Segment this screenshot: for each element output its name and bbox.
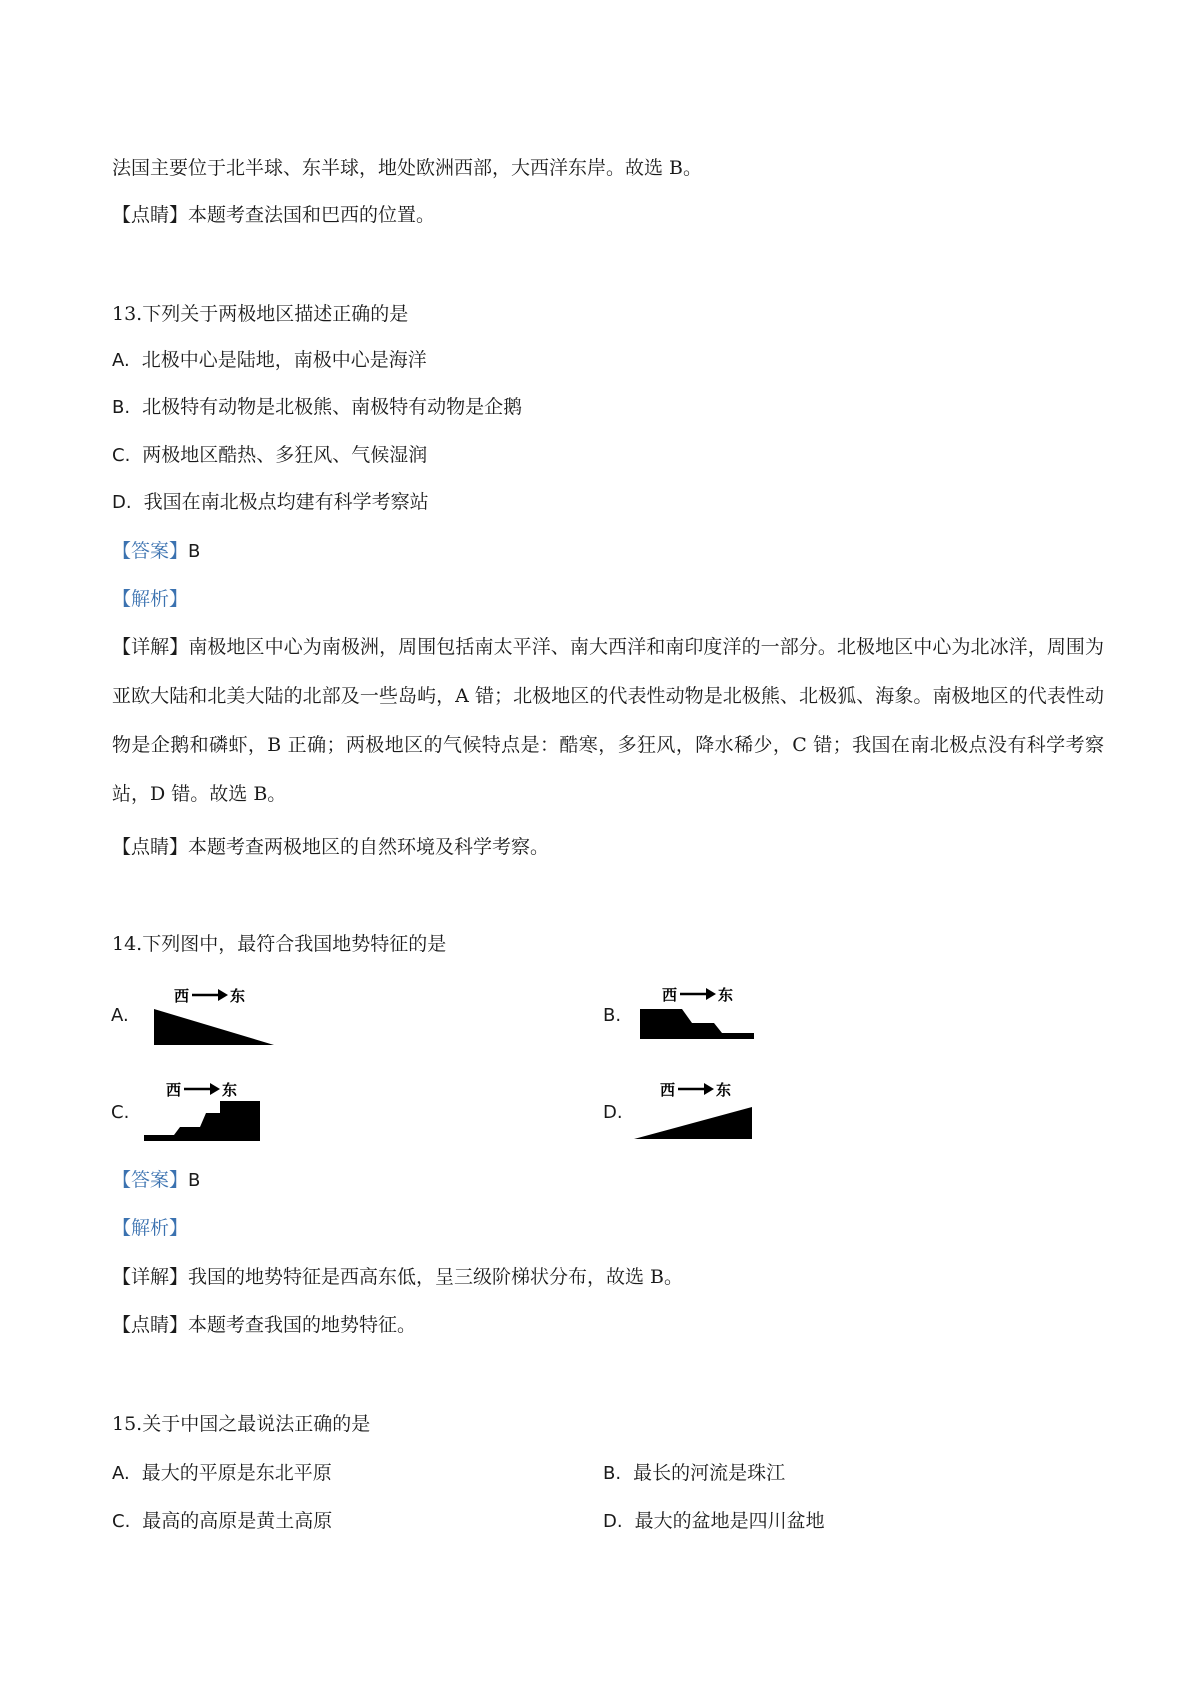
q14-question: 14.下列图中，最符合我国地势特征的是 <box>112 933 447 955</box>
q14-option-a-diagram[interactable] <box>150 983 280 1049</box>
q13-tip: 【点睛】本题考查两极地区的自然环境及科学考察。 <box>112 836 550 858</box>
q14-option-d-letter[interactable]: D. <box>603 1102 623 1123</box>
option-letter: C. <box>112 445 131 466</box>
option-letter: A. <box>112 1463 130 1484</box>
q13-option-b <box>112 393 522 422</box>
arrow-head <box>706 988 716 1000</box>
prev-tip: 【点睛】本题考查法国和巴西的位置。 <box>112 204 436 226</box>
q14-analysis-label: 【解析】 <box>112 1217 189 1239</box>
answer-label: 【答案】 <box>112 1169 189 1191</box>
terrain-profile <box>634 1107 752 1139</box>
west-label: 西 <box>166 1081 182 1099</box>
option-text: 最高的高原是黄土高原 <box>142 1510 333 1532</box>
q13-option-d <box>112 488 429 517</box>
q13-option-a <box>112 346 427 375</box>
terrain-profile <box>154 1009 274 1045</box>
option-text: 最长的河流是珠江 <box>633 1462 786 1484</box>
option-text: 两极地区酷热、多狂风、气候湿润 <box>142 444 428 466</box>
terrain-profile <box>640 1009 754 1039</box>
q13-answer <box>112 537 200 566</box>
option-letter: C. <box>112 1511 131 1532</box>
option-text: 北极特有动物是北极熊、南极特有动物是企鹅 <box>142 396 523 418</box>
option-text: 北极中心是陆地，南极中心是海洋 <box>141 349 427 371</box>
option-letter: D. <box>112 492 132 513</box>
west-label: 西 <box>174 987 190 1005</box>
q15-option-b <box>603 1459 785 1488</box>
q13-option-c <box>112 441 427 470</box>
q13-detail: 【详解】南极地区中心为南极洲，周围包括南太平洋、南大西洋和南印度洋的一部分。北极地区中心为北冰洋，周围为亚欧大陆和北美大陆的北部及一些岛屿，A 错；北极地区的代表性动物是北极熊、北极狐、海象。南极地区的代表性动物是企鹅和磷虾，B 正确；两极地区的气候特点是：酷寒，多狂风，降水稀少，C 错；我国在南北极点没有科学考察站，D 错。故选 B。 <box>112 636 1104 805</box>
east-label: 东 <box>230 987 246 1005</box>
prev-conclusion: 法国主要位于北半球、东半球，地处欧洲西部，大西洋东岸。故选 B。 <box>112 157 703 179</box>
q14-option-d-diagram[interactable] <box>630 1077 758 1143</box>
q13-analysis-label: 【解析】 <box>112 588 189 610</box>
q14-option-b-letter[interactable]: B. <box>603 1005 622 1026</box>
q14-answer <box>112 1166 200 1195</box>
east-label: 东 <box>718 986 734 1004</box>
option-letter: A. <box>112 350 130 371</box>
option-text: 最大的盆地是四川盆地 <box>634 1510 825 1532</box>
option-letter: D. <box>603 1511 623 1532</box>
q14-option-c-letter[interactable]: C. <box>111 1102 130 1123</box>
answer-value: B <box>188 541 201 562</box>
q15-option-a <box>112 1459 332 1488</box>
option-letter: B. <box>603 1463 622 1484</box>
q15-question: 15.关于中国之最说法正确的是 <box>112 1413 371 1435</box>
option-letter: B. <box>112 397 131 418</box>
arrow-head <box>218 989 228 1001</box>
option-text: 最大的平原是东北平原 <box>141 1462 332 1484</box>
q14-option-c-diagram[interactable] <box>140 1077 264 1143</box>
q14-tip: 【点睛】本题考查我国的地势特征。 <box>112 1314 417 1336</box>
answer-label: 【答案】 <box>112 540 189 562</box>
q14-option-b-diagram[interactable] <box>636 983 758 1041</box>
terrain-profile <box>144 1101 260 1141</box>
west-label: 西 <box>662 986 678 1004</box>
arrow-head <box>704 1083 714 1095</box>
option-text: 我国在南北极点均建有科学考察站 <box>143 491 429 513</box>
east-label: 东 <box>716 1081 732 1099</box>
q15-option-d <box>603 1507 825 1536</box>
q15-option-c <box>112 1507 332 1536</box>
q14-detail: 【详解】我国的地势特征是西高东低，呈三级阶梯状分布，故选 B。 <box>112 1266 684 1288</box>
west-label: 西 <box>660 1081 676 1099</box>
east-label: 东 <box>222 1081 238 1099</box>
arrow-head <box>210 1083 220 1095</box>
q13-question: 13.下列关于两极地区描述正确的是 <box>112 303 409 325</box>
answer-value: B <box>188 1170 201 1191</box>
q14-option-a-letter[interactable]: A. <box>111 1005 129 1026</box>
